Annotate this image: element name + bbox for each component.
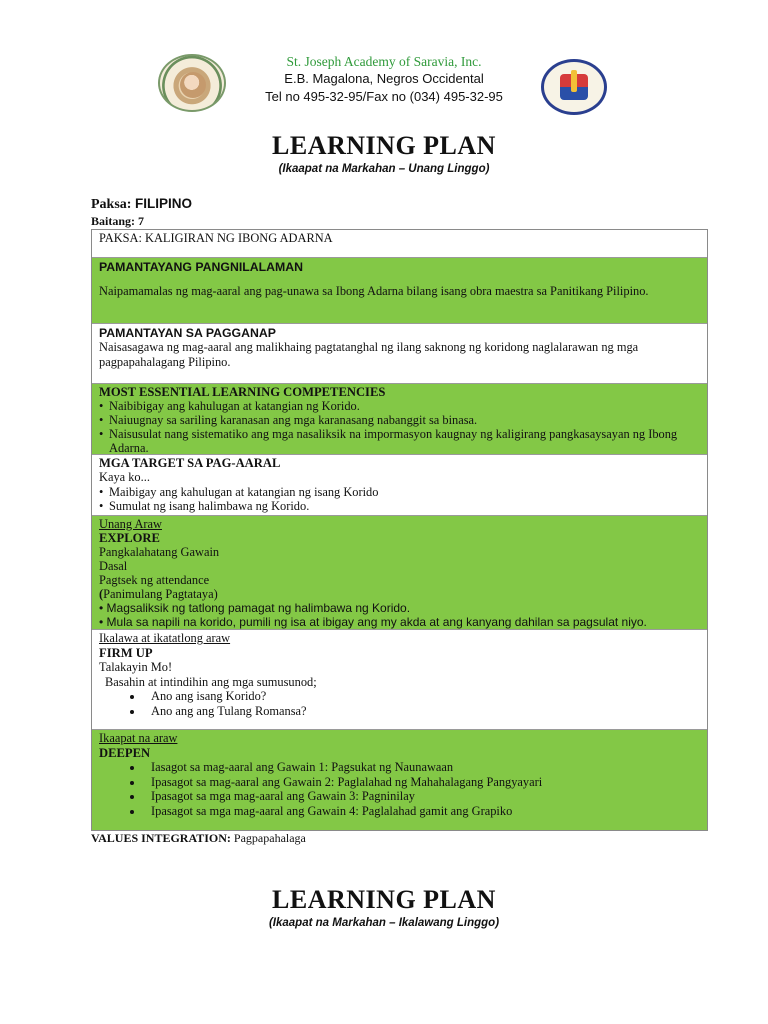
grade-line	[91, 214, 144, 229]
values-value: Pagpapahalaga	[233, 831, 306, 845]
firm-up-instruction: Basahin at intindihin ang mga sumusunod;	[105, 674, 317, 689]
target-item: • Sumulat ng isang halimbawa ng Korido.	[99, 499, 310, 514]
firm-up-list	[99, 689, 700, 718]
plan-subtitle: (Ikaapat na Markahan – Unang Linggo)	[278, 163, 490, 175]
grade-value: 7	[138, 214, 145, 228]
topic-row	[92, 230, 707, 258]
school-name: St. Joseph Academy of Saravia, Inc.	[286, 54, 482, 69]
performance-standard-heading: PAMANTAYAN SA PAGGANAP	[99, 326, 276, 340]
content-standard-text: Naipamamalas ng mag-aaral ang pag-unawa sa Ibong Adarna bilang isang obra maestra sa Panitikang Pilipino.	[99, 284, 649, 299]
subject-label: Paksa:	[91, 197, 132, 212]
plan2-title: LEARNING PLAN	[272, 885, 496, 914]
values-integration	[91, 831, 306, 846]
performance-standard-row	[92, 324, 707, 384]
grade-label: Baitang:	[91, 214, 136, 228]
targets-row	[92, 455, 707, 516]
plan-title: LEARNING PLAN	[272, 131, 496, 160]
school-telephone: Tel no 495-32-95/Fax no (034) 495-32-95	[265, 89, 503, 104]
melc-row	[92, 384, 707, 455]
deepen-row	[92, 730, 707, 830]
performance-standard-text: Naisasagawa ng mag-aaral ang malikhaing pagtatanghal ng ilang saknong ng koridong naglalarawan ng mga pagpapahalagang Pilipino.	[99, 340, 639, 369]
day1-label: Unang Araw	[99, 517, 162, 531]
day23-label: Ikalawa at ikatatlong araw	[99, 631, 231, 645]
content-standard-heading: PAMANTAYANG PANGNILALAMAN	[99, 260, 304, 274]
check-item: Dasal	[99, 559, 128, 573]
melc-item: • Naiuugnay sa sariling karanasan ang mga karanasang nabanggit sa binasa.	[99, 413, 478, 427]
explore-row	[92, 516, 707, 630]
explore-item: • Magsaliksik ng tatlong pamagat ng halimbawa ng Korido.	[99, 601, 411, 615]
content-standard-row	[92, 258, 707, 324]
deepen-heading: DEEPEN	[99, 745, 151, 760]
subject-line	[91, 196, 192, 213]
targets-heading: MGA TARGET SA PAG-AARAL	[99, 456, 281, 470]
learning-plan-table	[91, 229, 708, 831]
melc-heading: MOST ESSENTIAL LEARNING COMPETENCIES	[99, 385, 386, 399]
subject-value: FILIPINO	[134, 196, 192, 211]
melc-item: • Naisusulat nang sistematiko ang mga nasaliksik na impormasyon kaugnay ng kaligirang pangkasaysayan ng Ibong Adarna.	[99, 427, 678, 455]
general-activity: Pangkalahatang Gawain	[99, 545, 220, 559]
list-item: • Ipasagot sa mga mag-aaral ang Gawain 4: Paglalahad gamit ang Grapiko	[144, 804, 700, 819]
school-address: E.B. Magalona, Negros Occidental	[284, 71, 484, 86]
deepen-list	[99, 760, 700, 818]
list-item: • Iasagot sa mag-aaral ang Gawain 1: Pagsukat ng Naunawaan	[144, 760, 700, 775]
values-label: VALUES INTEGRATION:	[91, 831, 231, 845]
list-item: • Ano ang isang Korido?	[144, 689, 700, 704]
list-item: • Ano ang ang Tulang Romansa?	[144, 704, 700, 719]
day4-label: Ikaapat na araw	[99, 731, 178, 745]
target-item: • Maibigay ang kahulugan at katangian ng isang Korido	[99, 484, 379, 499]
list-item: • Ipasagot sa mag-aaral ang Gawain 2: Paglalahad ng Mahahalagang Pangyayari	[144, 775, 700, 790]
list-item: • Ipasagot sa mga mag-aaral ang Gawain 3: Pagninilay	[144, 789, 700, 804]
talk-line: Talakayin Mo!	[99, 660, 173, 674]
explore-heading: EXPLORE	[99, 531, 160, 545]
plan2-subtitle: (Ikaapat na Markahan – Ikalawang Linggo)	[268, 917, 500, 929]
explore-item: • Mula sa napili na korido, pumili ng isa at ibigay ang my akda at ang kanyang dahilan sa pagsulat niyo.	[99, 615, 647, 629]
topic-text: PAKSA: KALIGIRAN NG IBONG ADARNA	[99, 231, 333, 245]
pre-assessment: (Panimulang Pagtataya)	[99, 587, 218, 601]
targets-intro: Kaya ko...	[99, 470, 150, 485]
firm-up-row	[92, 630, 707, 730]
check-item: Pagtsek ng attendance	[99, 573, 210, 587]
melc-item: • Naibibigay ang kahulugan at katangian ng Korido.	[99, 399, 360, 413]
firm-up-heading: FIRM UP	[99, 645, 153, 660]
